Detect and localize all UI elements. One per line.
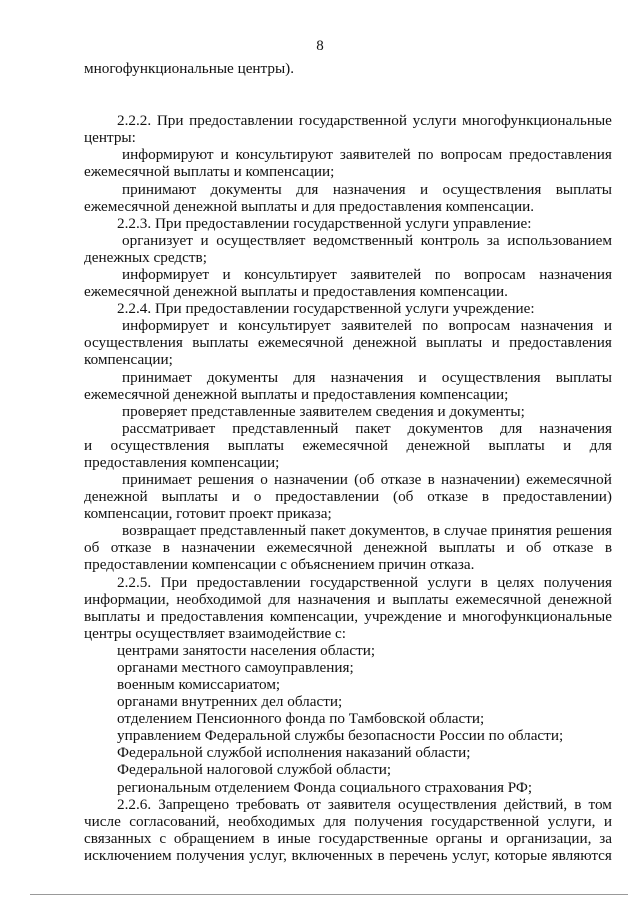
text-line [117,693,377,710]
word: по [434,266,451,283]
word: Запрещено [158,796,230,813]
word: принятия [491,522,552,539]
word: отделением Пенсионного фонда по Тамбовской области; [117,710,485,727]
word: необходимой [176,591,262,608]
word: заявителей [339,146,411,163]
word: представленный [232,420,339,437]
word: назначения [539,420,612,437]
text-line [117,300,577,317]
word: выплаты [425,334,483,351]
word: решения [197,471,254,488]
word: целях [497,574,535,591]
text-line [84,249,244,266]
word: центрами занятости населения области; [117,642,376,659]
word: и [377,591,386,608]
word: являются [551,847,612,864]
word: управлением Федеральной службы безопасности России по области; [117,727,564,744]
text-line [84,625,384,642]
word: 2.2.2. [117,112,152,129]
text-line [84,163,384,180]
word: заявителей [350,266,422,283]
word: многофункциональные центры). [84,60,295,77]
word: необходимых [228,813,316,830]
word: 2.2.5. [117,574,152,591]
word: выплаты [84,608,141,625]
word: по [422,317,439,334]
word: назначения [332,181,406,198]
word: с [159,830,167,847]
text-line [117,642,417,659]
word: в [481,488,490,505]
word: назначении) [441,471,520,488]
word: назначении [181,539,256,556]
word: назначения [539,266,612,283]
word: государственной [431,813,540,830]
word: связанных [84,830,152,847]
text-line [122,471,612,488]
word: информации, [84,591,170,608]
text-line [122,522,612,539]
word: документы [206,369,279,386]
text-line [117,796,612,813]
text-line [117,659,417,676]
word: военным комиссариатом; [117,676,281,693]
word: назначения [520,317,594,334]
page-number: 8 [316,38,324,54]
word: и [418,369,427,386]
word: в [427,471,435,488]
word: услуг, [249,847,287,864]
word: о [260,471,268,488]
text-line [84,591,612,608]
word: ежемесячной денежной выплаты и предоставления компенсации; [84,386,509,403]
word: предоставлении [275,488,380,505]
word: денежной [84,488,148,505]
word: региональным отделением Фонда социального страхования РФ; [117,779,533,796]
word: компенсации; [84,351,173,368]
text-line [84,198,584,215]
word: Федеральной налоговой службой области; [117,761,392,778]
text-line [122,420,612,437]
word: документов, [349,522,429,539]
word: вопросам [440,146,503,163]
word: многофункциональные [462,608,612,625]
word: получения [543,574,612,591]
text-line [117,744,537,761]
word: и [603,317,612,334]
word: ежемесячной [302,437,389,454]
word: и [419,181,429,198]
word: возвращает [122,522,196,539]
word: отказе [110,539,152,556]
text-line [117,574,612,591]
word: информирует [122,317,209,334]
word: ведомственный [313,232,414,249]
word: от [306,796,321,813]
word: и [220,146,229,163]
word: осуществляет [216,232,306,249]
word: услуги [412,112,457,129]
word: в [162,539,170,556]
text-line [117,727,612,744]
word: получения [176,847,245,864]
word: предоставлении компенсации с объяснением причин отказа. [84,556,475,573]
word: в [480,574,488,591]
text-line [84,813,612,830]
word: предоставления [160,608,264,625]
word: органы [435,830,483,847]
word: обращением [173,830,255,847]
word: осуществления [110,437,210,454]
word: 2.2.4. При предоставлении государственной услуги учреждение: [117,300,535,317]
word: числе [84,813,121,830]
word: денежной [406,437,471,454]
word: выплаты [555,181,612,198]
word: для [268,591,291,608]
word: ежемесячной [266,539,353,556]
word: органами внутренних дел области; [117,693,343,710]
word: ежемесячной денежной выплаты и для предоставления компенсации. [84,198,535,215]
word: предоставления [509,334,612,351]
word: в [574,796,582,813]
text-line [84,847,612,864]
word: и [231,488,240,505]
word: При [160,574,188,591]
word: включенных [291,847,373,864]
text-line [122,146,612,163]
word: предоставлении [189,112,294,129]
word: за [599,830,612,847]
word: пакет [355,420,391,437]
word: и [222,266,231,283]
word: При [156,112,184,129]
word: предоставлении) [502,488,612,505]
word: денежных средств; [84,249,207,266]
word: случае [444,522,488,539]
text-line [117,761,437,778]
word: использованием [507,232,612,249]
text-line [117,710,537,727]
word: Федеральной службой исполнения наказаний области; [117,744,471,761]
word: том [588,796,612,813]
word: проверяет представленные заявителем сведения и документы; [122,403,525,420]
word: в [604,539,612,556]
word: компенсации, готовит проект приказа; [84,505,332,522]
text-line [84,437,612,454]
text-line [84,129,184,146]
word: вопросам [448,317,511,334]
word: ежемесячной выплаты и компенсации; [84,163,335,180]
word: документов [407,420,484,437]
word: государственной [298,112,407,129]
text-line [84,539,612,556]
word: консультируют [235,146,333,163]
text-line [84,608,612,625]
word: предоставления компенсации; [84,454,280,471]
word: в [262,830,270,847]
word: выплаты [227,437,284,454]
word: выплаты [161,488,218,505]
text-line [117,676,317,693]
word: учреждение [364,608,442,625]
word: назначения [330,369,404,386]
word: согласований, [129,813,220,830]
word: денежной [548,591,612,608]
word: о [253,488,262,505]
word: денежной [363,539,428,556]
word: денежной [352,334,417,351]
word: выплаты [392,591,449,608]
word: перечень [389,847,448,864]
word: для [589,437,612,454]
bottom-rule [30,894,628,895]
text-line [84,283,564,300]
word: и [603,813,612,830]
word: многофункциональные [462,112,612,129]
word: услуги, [547,813,596,830]
word: для [293,369,316,386]
word: (об [354,471,375,488]
word: осуществления [441,369,541,386]
word: выплаты [192,334,249,351]
word: и [506,539,515,556]
word: и [491,334,500,351]
word: выплаты [555,369,612,386]
text-line [122,403,582,420]
word: в [377,847,385,864]
word: отказе [552,539,594,556]
word: отказе [380,471,422,488]
text-line [84,386,564,403]
word: и [563,437,572,454]
word: отказе [427,488,468,505]
word: центры осуществляет взаимодействие с: [84,625,346,642]
word: контроль [420,232,480,249]
word: услуги [427,574,472,591]
word: принимают [122,181,197,198]
word: 2.2.6. [117,796,152,813]
word: и [84,437,93,454]
word: по [417,146,434,163]
word: организации, [506,830,592,847]
word: и [200,232,209,249]
text-line [84,60,384,77]
word: предоставлении [196,574,301,591]
word: для [499,420,523,437]
text-line [84,334,612,351]
text-line [84,505,384,522]
word: за [486,232,500,249]
word: заявителя [327,796,391,813]
text-line [84,556,544,573]
word: заявителей [341,317,412,334]
word: получения [354,813,423,830]
word: которые [494,847,548,864]
text-line [122,317,612,334]
word: решения [555,522,612,539]
word: рассматривает [122,420,216,437]
word: об [526,539,542,556]
text-line [122,181,612,198]
text-line [84,488,612,505]
word: назначения [297,591,371,608]
word: требовать [236,796,300,813]
word: принимает [122,369,192,386]
word: услуг, [452,847,490,864]
word: организует [122,232,193,249]
text-line [117,215,577,232]
word: об [84,539,100,556]
word: государственные [318,830,428,847]
word: осуществления [442,181,542,198]
word: ежемесячной денежной выплаты и предоставления компенсации. [84,283,508,300]
word: и [219,317,228,334]
word: осуществления [84,334,183,351]
word: иные [277,830,311,847]
word: предоставления [509,146,612,163]
word: информируют [122,146,214,163]
text-line [84,830,612,847]
word: ежемесячной [455,591,542,608]
word: осуществления [397,796,497,813]
text-line [117,112,612,129]
word: и [447,608,457,625]
word: (об [393,488,414,505]
text-line [84,454,324,471]
text-line [117,779,577,796]
word: принимает [122,471,192,488]
word: и [146,608,155,625]
word: действий, [503,796,568,813]
word: консультирует [244,266,337,283]
word: ежемесячной [257,334,344,351]
word: документы [210,181,282,198]
word: 2.2.3. При предоставлении государственной услуги управление: [117,215,532,232]
word: государственной [309,574,419,591]
word: в [432,522,441,539]
word: центры: [84,129,136,146]
word: для [323,813,346,830]
word: и [490,830,499,847]
word: пакет [310,522,346,539]
text-line [84,351,184,368]
word: информирует [122,266,209,283]
text-line [122,369,612,386]
word: компенсации, [269,608,359,625]
word: исключением [84,847,172,864]
word: выплаты [488,437,545,454]
word: назначении [274,471,348,488]
word: выплаты [438,539,496,556]
word: вопросам [464,266,526,283]
text-line [122,266,612,283]
word: представленный [200,522,307,539]
word: органами местного самоуправления; [117,659,354,676]
word: для [296,181,319,198]
word: консультирует [237,317,331,334]
word: ежемесячной [526,471,612,488]
text-line [122,232,612,249]
